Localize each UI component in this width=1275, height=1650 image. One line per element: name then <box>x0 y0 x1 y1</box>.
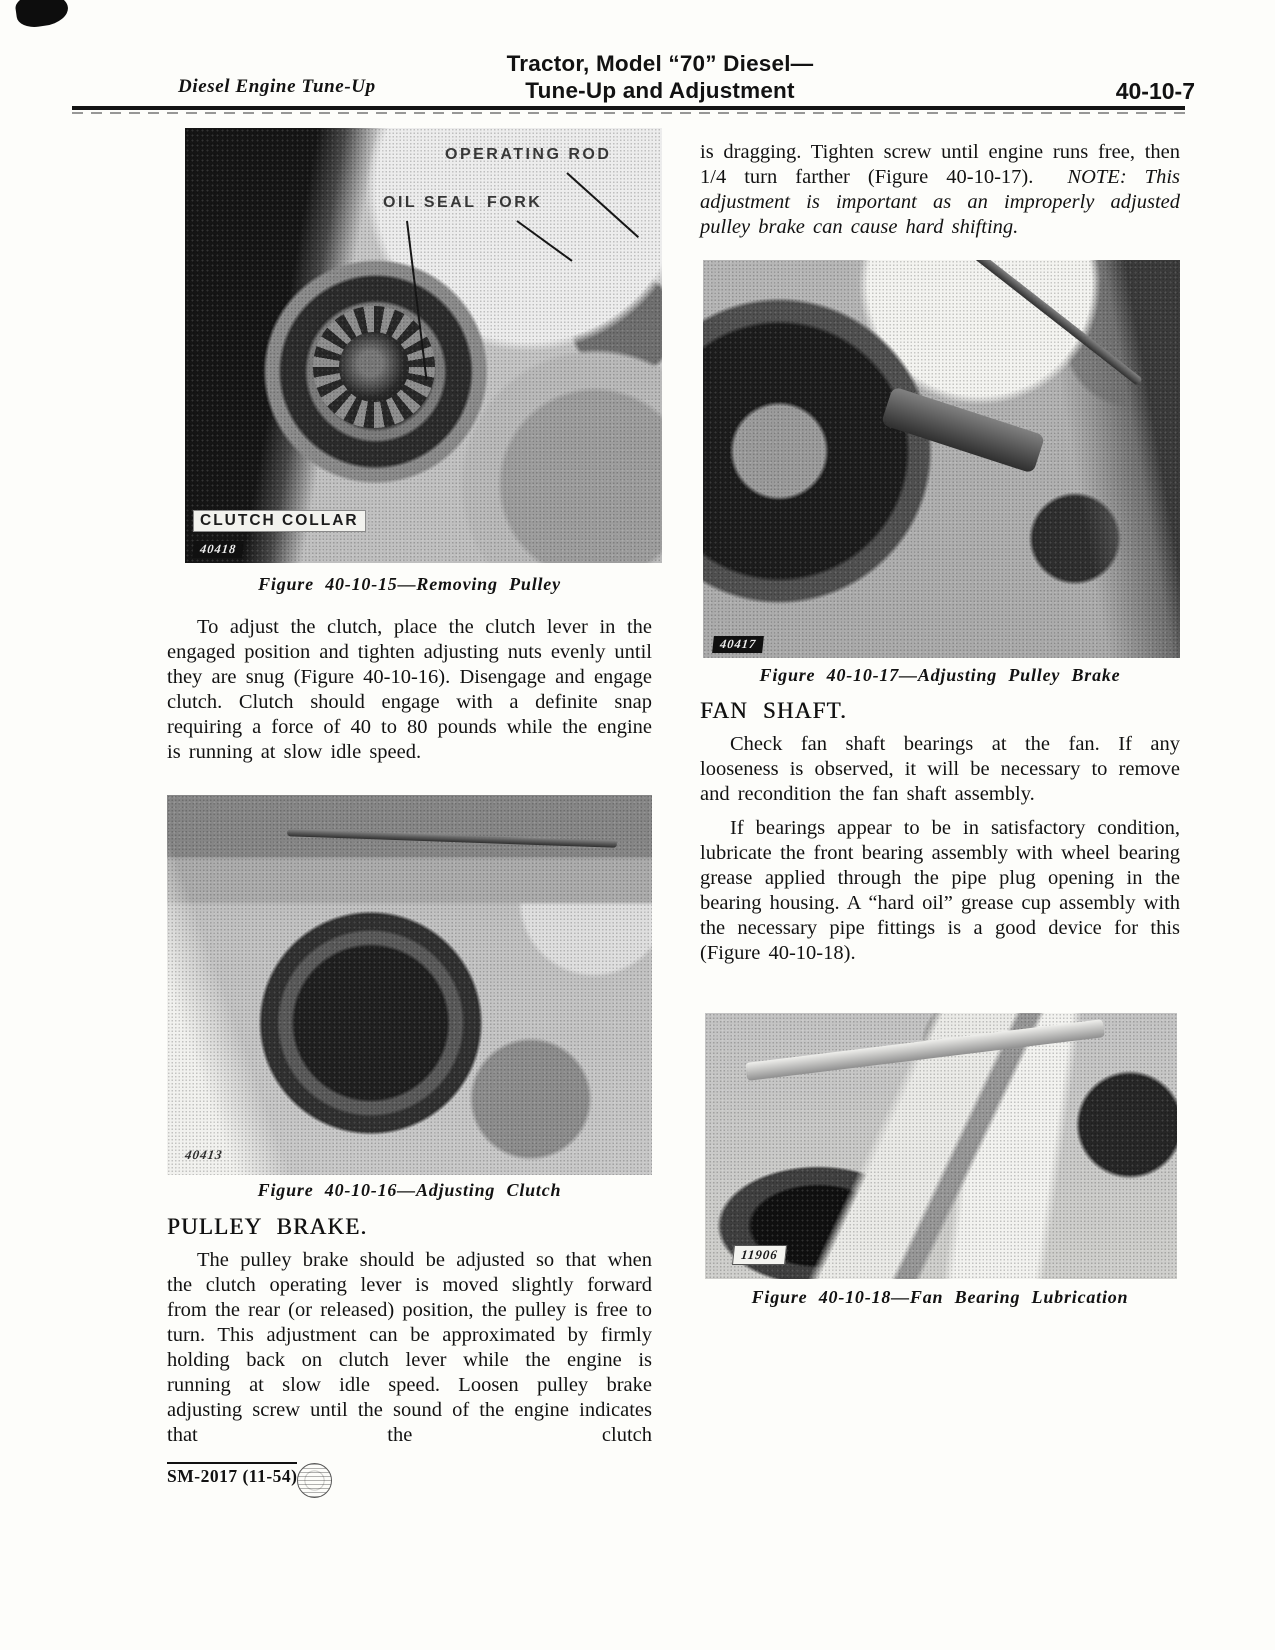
figure-18-photo <box>705 1013 1177 1279</box>
para-fan-shaft-2: If bearings appear to be in satisfactory condition, lubricate the front bearing assembly with wheel bearing grease applied through the pipe plug opening in the bearing housing. A “hard oil” grease cup assembly with the necessary pipe fittings is a good device for this (Figure 40-10-18). <box>700 817 1181 964</box>
photo-label-fork: FORK <box>487 194 543 211</box>
pulley-brake-heading: PULLEY BRAKE. <box>167 1214 368 1239</box>
pipe-illustration <box>745 1019 1105 1081</box>
para-pulley-brake: The pulley brake should be adjusted so that when the clutch operating lever is moved slightly forward from the rear (or released) position, the pulley is free to turn. This adjustment can be approximated by firmly holding back on clutch lever while the engine is running at slow idle speed. Loosen pulley brake adjusting screw until the sound of the engine indicates that the clutch <box>167 1249 652 1446</box>
para-adjust-clutch: To adjust the clutch, place the clutch lever in the engaged position and tighten adjusting nuts evenly until they are snug (Figure 40-10-16). Disengage and engage clutch. Clutch should engage with a definite snap requiring a force of 40 to 80 pounds while the engine is running at slow idle speed. <box>167 616 652 763</box>
figure-17-caption: Figure 40-10-17—Adjusting Pulley Brake <box>759 665 1121 685</box>
running-title: Diesel Engine Tune-Up <box>178 76 376 97</box>
figure-15-caption: Figure 40-10-15—Removing Pulley <box>258 574 561 594</box>
leader-line <box>516 220 572 262</box>
page-number: 40-10-7 <box>1115 78 1195 104</box>
photo-id-badge: 11906 <box>732 1245 787 1265</box>
header-rule <box>72 106 1185 110</box>
figure-17-photo <box>703 260 1180 658</box>
doc-number: SM-2017 (11-54) <box>167 1462 297 1486</box>
para-pulley-brake-continued <box>700 140 1180 240</box>
figure-18-caption: Figure 40-10-18—Fan Bearing Lubrication <box>751 1287 1129 1307</box>
header-rule-shadow <box>72 112 1185 114</box>
figure-16-caption: Figure 40-10-16—Adjusting Clutch <box>257 1180 562 1200</box>
photo-label-operating-rod: OPERATING ROD <box>445 146 612 163</box>
leader-line <box>566 172 639 238</box>
photo-id-badge: 40417 <box>712 636 764 653</box>
scan-artifact <box>14 0 70 29</box>
adjusting-rod-illustration <box>287 829 617 848</box>
footer <box>167 1466 297 1487</box>
photo-id-badge: 40418 <box>192 541 244 558</box>
photo-label-oil-seal: OIL SEAL <box>383 194 477 211</box>
page-title <box>380 50 940 104</box>
para-note-text: NOTE: This adjustment is important as an improperly adjusted pulley brake can cause hard shifting. <box>700 166 1180 238</box>
figure-15-photo <box>185 128 662 563</box>
figure-16-photo <box>167 795 652 1175</box>
fan-shaft-heading: FAN SHAFT. <box>700 698 847 723</box>
page-title-line1: Tractor, Model “70” Diesel— <box>506 51 814 76</box>
john-deere-trademark-stamp-icon <box>297 1463 332 1498</box>
brake-lever-illustration <box>968 260 1143 386</box>
photo-id: 40413 <box>184 1147 224 1162</box>
photo-label-clutch-collar: CLUTCH COLLAR <box>193 510 366 532</box>
clutch-gear-illustration <box>313 306 435 428</box>
para-fan-shaft-1: Check fan shaft bearings at the fan. If any looseness is observed, it will be necessary to remove and recondition the fan shaft assembly. <box>700 733 1180 805</box>
brake-arm-illustration <box>881 386 1046 473</box>
para-continued-text: is dragging. Tighten screw until engine runs free, then 1/4 turn farther (Figure 40-10-17). <box>700 141 1180 188</box>
page-title-line2: Tune-Up and Adjustment <box>525 78 795 103</box>
